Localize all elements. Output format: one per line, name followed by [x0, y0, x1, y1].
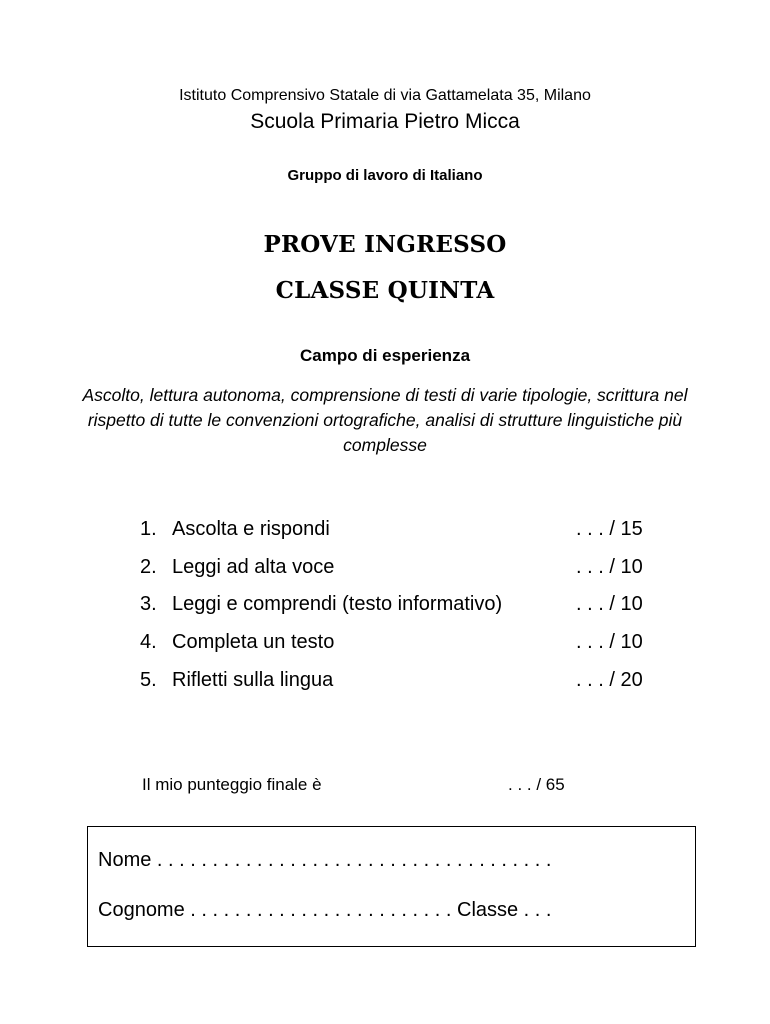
test-item	[0, 593, 770, 623]
test-score: . . . / 10	[576, 631, 643, 653]
school-name: Scuola Primaria Pietro Micca	[250, 110, 520, 133]
test-score: . . . / 10	[576, 593, 643, 615]
surname-class-field[interactable]: Cognome . . . . . . . . . . . . . . . . . . . . . . . . Classe . . .	[98, 899, 552, 921]
test-label: Rifletti sulla lingua	[172, 669, 334, 691]
work-group: Gruppo di lavoro di Italiano	[287, 167, 483, 184]
test-label: Completa un testo	[172, 631, 335, 653]
test-item	[0, 556, 770, 586]
test-item	[0, 518, 770, 548]
test-score: . . . / 10	[576, 556, 643, 578]
field-description: Ascolto, lettura autonoma, comprensione di testi di varie tipologie, scrittura nel rispetto di tutte le convenzioni ortografiche, analisi di strutture linguistiche più complesse	[82, 385, 688, 455]
test-item	[0, 631, 770, 661]
test-score: . . . / 20	[576, 669, 643, 691]
page-title: PROVE INGRESSO	[263, 231, 507, 258]
test-number: 5.	[140, 669, 157, 691]
student-info-box	[87, 826, 696, 947]
field-heading: Campo di esperienza	[299, 346, 471, 365]
final-score-label: Il mio punteggio finale è	[142, 775, 322, 794]
test-item	[0, 669, 770, 699]
test-score: . . . / 15	[576, 518, 643, 540]
test-label: Leggi ad alta voce	[172, 556, 335, 578]
institute-name: Istituto Comprensivo Statale di via Gattamelata 35, Milano	[179, 87, 591, 104]
test-number: 3.	[140, 593, 157, 615]
test-number: 4.	[140, 631, 157, 653]
page-subtitle: CLASSE QUINTA	[275, 277, 495, 304]
test-number: 2.	[140, 556, 157, 578]
test-label: Leggi e comprendi (testo informativo)	[172, 593, 503, 615]
name-field[interactable]: Nome . . . . . . . . . . . . . . . . . . . . . . . . . . . . . . . . . . . .	[98, 849, 552, 871]
test-number: 1.	[140, 518, 157, 540]
test-label: Ascolta e rispondi	[172, 518, 330, 540]
final-score-value: . . . / 65	[508, 775, 565, 794]
